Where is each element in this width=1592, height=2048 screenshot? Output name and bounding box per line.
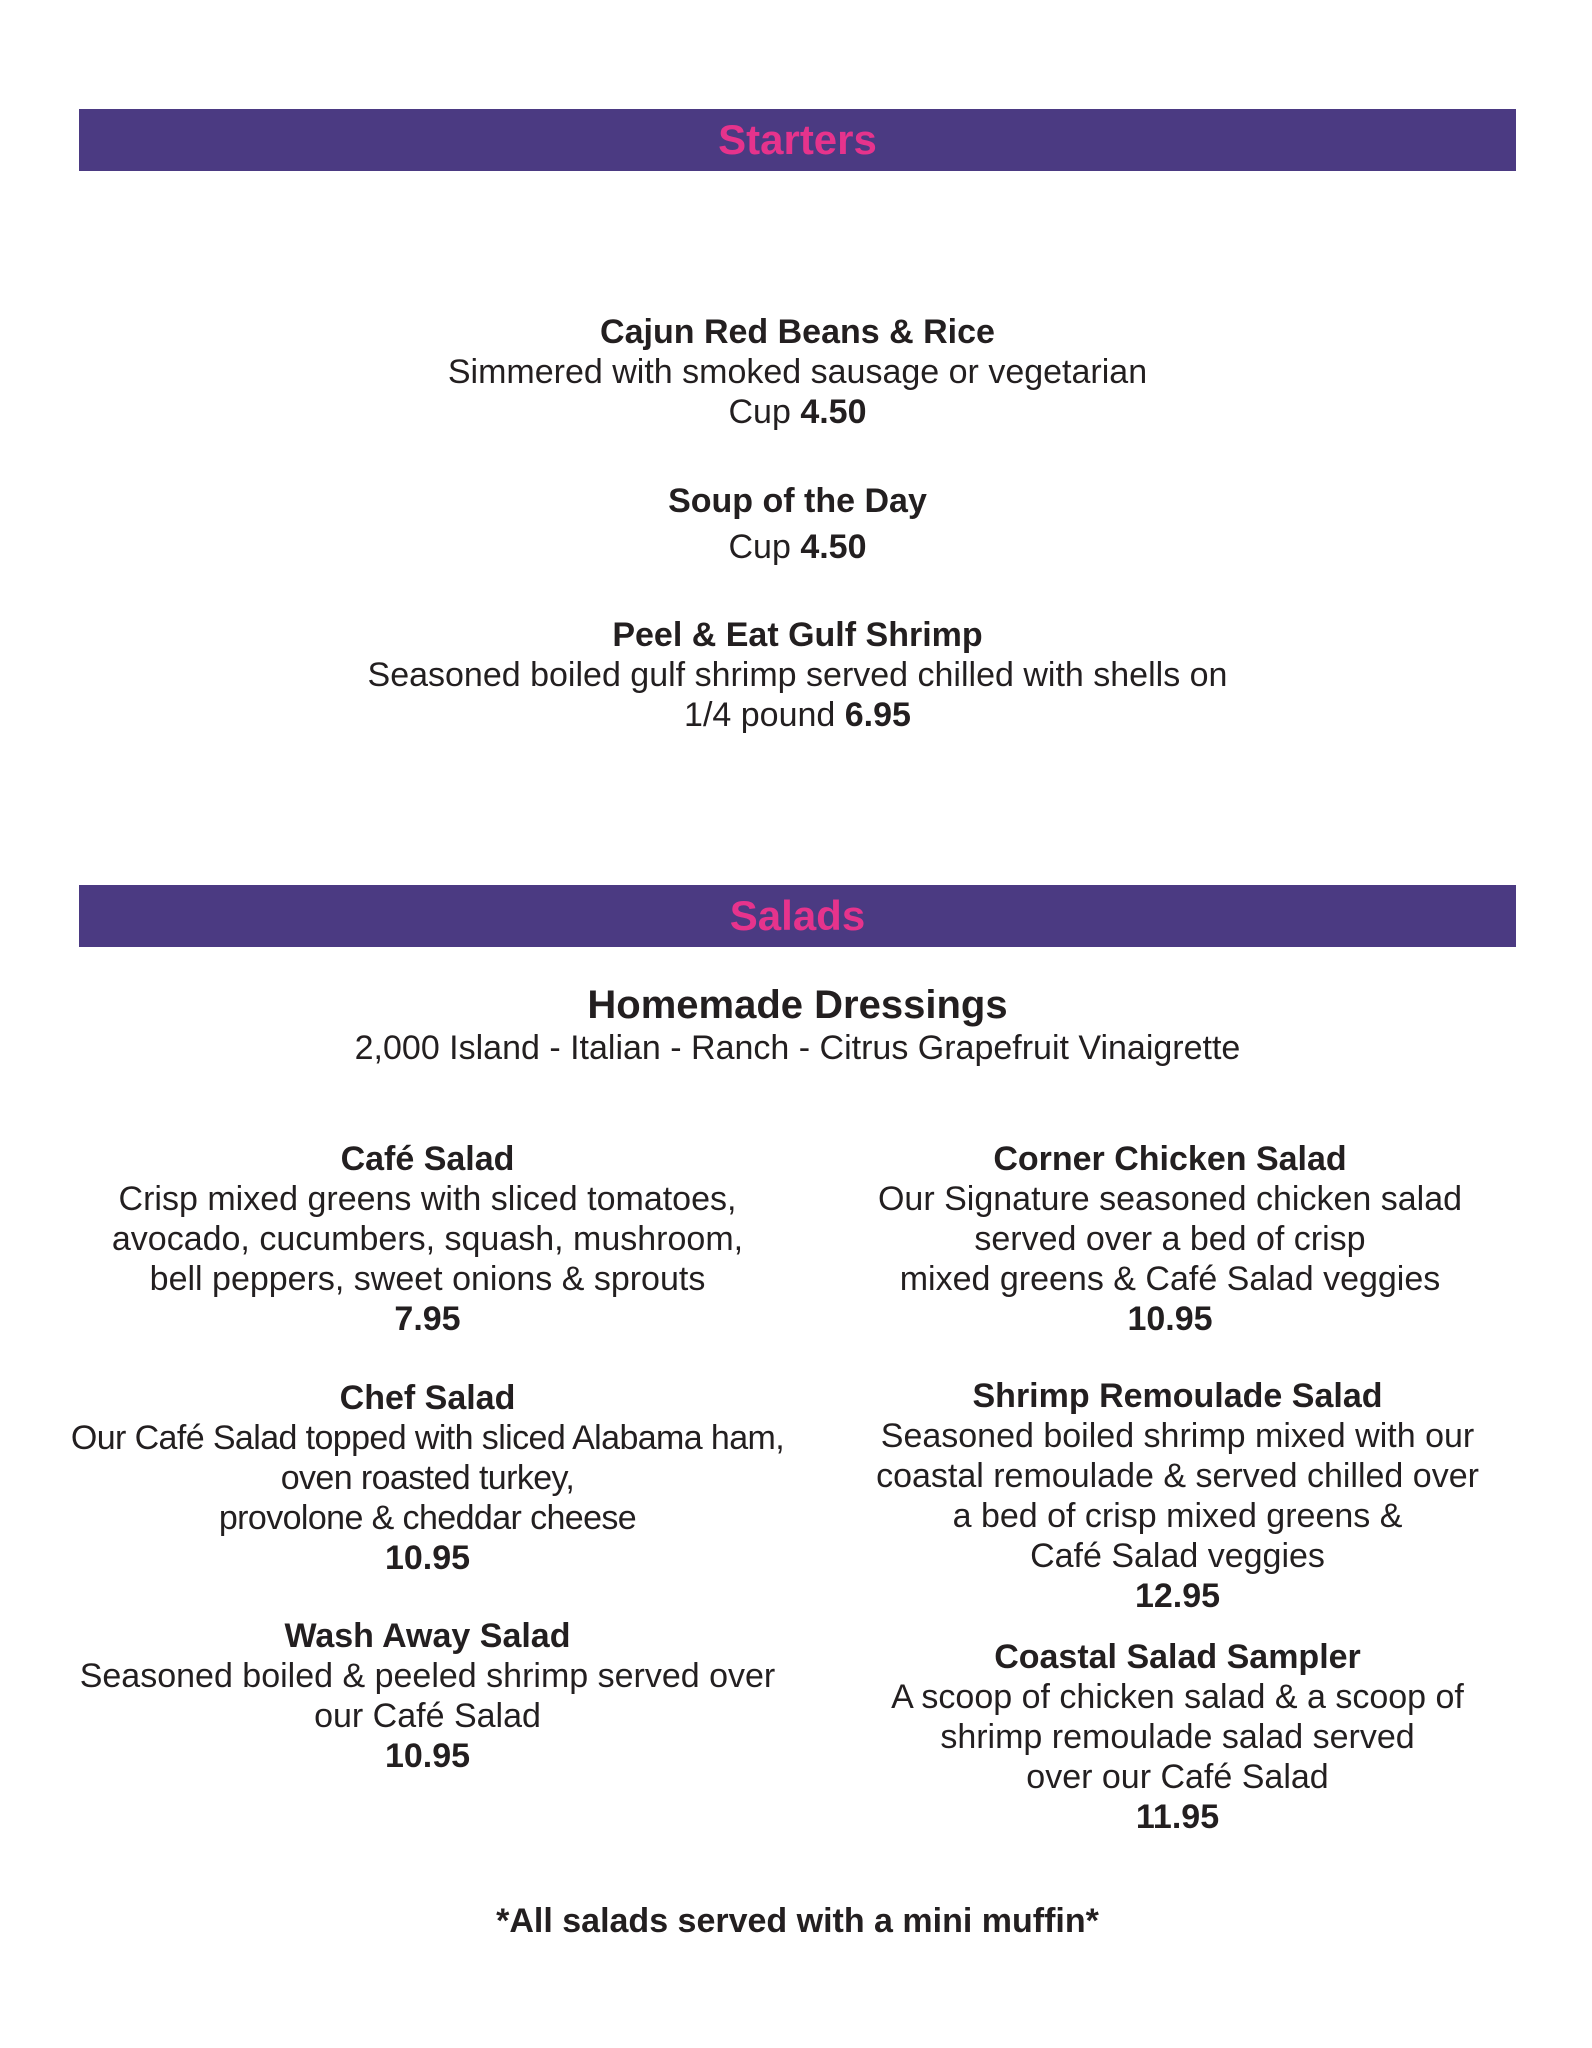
item-price: 6.95	[844, 696, 911, 734]
dressings-block	[79, 982, 1516, 1068]
starters-title: Starters	[718, 116, 877, 163]
dressings-title: Homemade Dressings	[587, 983, 1008, 1027]
item-name: Corner Chicken Salad	[993, 1140, 1347, 1178]
salad-item-cafe	[40, 1139, 815, 1339]
item-price: 4.50	[800, 528, 867, 566]
starters-header	[79, 109, 1516, 171]
item-name: Chef Salad	[339, 1379, 516, 1417]
item-description: Seasoned boiled shrimp mixed with our coastal remoulade & served chilled over a bed of crisp mixed greens & Café Salad veggies	[876, 1417, 1479, 1575]
salad-item-shrimp-remoulade	[780, 1376, 1575, 1616]
item-price-line	[79, 392, 1516, 432]
salads-footnote: *All salads served with a mini muffin*	[496, 1902, 1099, 1940]
item-description: Crisp mixed greens with sliced tomatoes, avocado, cucumbers, squash, mushroom, bell peppers, sweet onions & sprouts	[111, 1180, 744, 1298]
salad-item-wash-away	[40, 1616, 815, 1776]
starter-item-shrimp	[79, 615, 1516, 735]
item-name: Coastal Salad Sampler	[994, 1638, 1361, 1676]
item-name: Shrimp Remoulade Salad	[972, 1377, 1383, 1415]
item-price: 7.95	[394, 1300, 461, 1338]
item-price: 4.50	[800, 393, 867, 431]
dressings-list: 2,000 Island - Italian - Ranch - Citrus Grapefruit Vinaigrette	[354, 1029, 1241, 1067]
item-name: Cajun Red Beans & Rice	[600, 313, 995, 351]
item-price-line	[79, 527, 1516, 567]
item-price: 10.95	[1127, 1300, 1213, 1338]
salad-item-chef	[40, 1378, 815, 1578]
item-size: Cup	[728, 528, 791, 566]
item-description: Seasoned boiled gulf shrimp served chilled with shells on	[367, 656, 1228, 694]
item-price: 12.95	[1134, 1577, 1221, 1615]
item-price-line	[79, 695, 1516, 735]
item-description: A scoop of chicken salad & a scoop of shrimp remoulade salad served over our Café Salad	[891, 1678, 1464, 1796]
item-size: 1/4 pound	[684, 696, 836, 734]
item-size: Cup	[728, 393, 791, 431]
item-price: 10.95	[384, 1737, 471, 1775]
item-description: Seasoned boiled & peeled shrimp served over our Café Salad	[79, 1657, 776, 1735]
item-price: 11.95	[1135, 1798, 1220, 1836]
salads-title: Salads	[729, 892, 866, 939]
item-description: Simmered with smoked sausage or vegetarian	[447, 353, 1148, 391]
salad-item-coastal-sampler	[780, 1637, 1575, 1837]
starter-item-red-beans	[79, 312, 1516, 432]
item-price: 10.95	[384, 1539, 471, 1577]
item-description: Our Signature seasoned chicken salad served over a bed of crisp mixed greens & Café Salad veggies	[877, 1180, 1463, 1298]
salad-item-corner-chicken	[780, 1139, 1560, 1339]
item-description: Our Café Salad topped with sliced Alabama ham, oven roasted turkey, provolone & cheddar cheese	[70, 1419, 785, 1537]
salads-header	[79, 885, 1516, 947]
item-name: Soup of the Day	[668, 482, 927, 520]
item-name: Peel & Eat Gulf Shrimp	[612, 616, 983, 654]
item-name: Wash Away Salad	[284, 1617, 571, 1655]
item-name: Café Salad	[340, 1140, 515, 1178]
starter-item-soup	[79, 481, 1516, 567]
